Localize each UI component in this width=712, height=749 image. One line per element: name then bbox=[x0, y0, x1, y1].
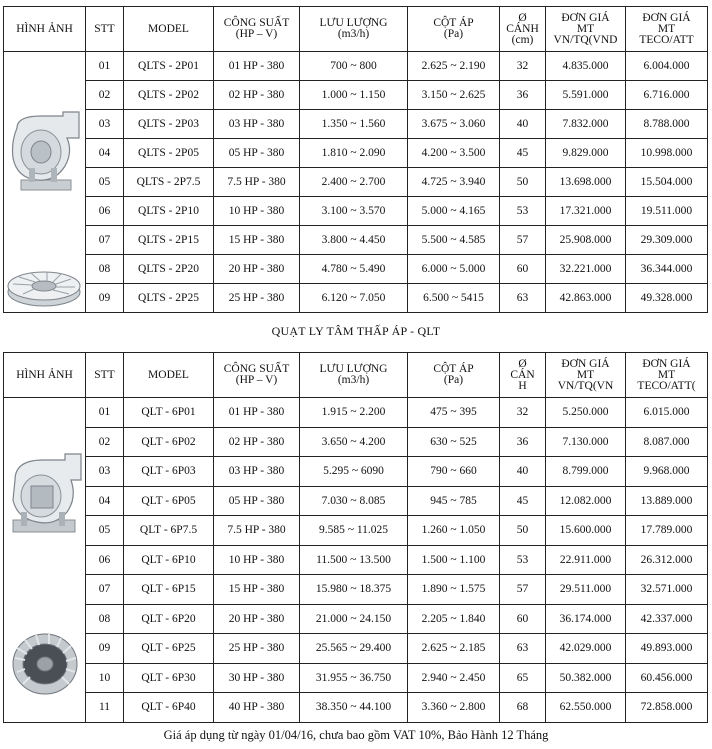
header-model: MODEL bbox=[124, 353, 214, 398]
power-cell: 15 HP - 380 bbox=[214, 226, 300, 255]
price-vn-cell: 8.799.000 bbox=[546, 457, 626, 487]
table-row bbox=[4, 545, 708, 575]
power-cell: 01 HP - 380 bbox=[214, 52, 300, 81]
price-teco-cell: 26.312.000 bbox=[626, 545, 708, 575]
flow-cell: 38.350 ~ 44.100 bbox=[300, 693, 408, 723]
stt-cell: 06 bbox=[86, 197, 124, 226]
price-teco-cell: 60.456.000 bbox=[626, 663, 708, 693]
price-vn-cell: 7.832.000 bbox=[546, 110, 626, 139]
pressure-cell: 1.890 ~ 1.575 bbox=[408, 575, 500, 605]
stt-cell: 09 bbox=[86, 284, 124, 313]
price-vn-cell: 5.591.000 bbox=[546, 81, 626, 110]
header-diameter: Ø CÁN H bbox=[500, 353, 546, 398]
price-vn-cell: 42.863.000 bbox=[546, 284, 626, 313]
model-cell: QLT - 6P10 bbox=[124, 545, 214, 575]
diameter-cell: 65 bbox=[500, 663, 546, 693]
model-cell: QLT - 6P02 bbox=[124, 427, 214, 457]
stt-cell: 10 bbox=[86, 663, 124, 693]
table-row bbox=[4, 226, 708, 255]
pressure-cell: 945 ~ 785 bbox=[408, 486, 500, 516]
table-row bbox=[4, 168, 708, 197]
model-cell: QLT - 6P40 bbox=[124, 693, 214, 723]
pressure-cell: 5.500 ~ 4.585 bbox=[408, 226, 500, 255]
flow-cell: 700 ~ 800 bbox=[300, 52, 408, 81]
price-teco-cell: 36.344.000 bbox=[626, 255, 708, 284]
pressure-cell: 1.260 ~ 1.050 bbox=[408, 516, 500, 546]
header-price-vn: ĐƠN GIÁ MT VN/TQ(VN bbox=[546, 353, 626, 398]
header-price-teco: ĐƠN GIÁ MT TECO/ATT( bbox=[626, 353, 708, 398]
model-cell: QLT - 6P01 bbox=[124, 398, 214, 428]
table-row bbox=[4, 634, 708, 664]
model-cell: QLT - 6P25 bbox=[124, 634, 214, 664]
price-teco-cell: 9.968.000 bbox=[626, 457, 708, 487]
price-teco-cell: 6.004.000 bbox=[626, 52, 708, 81]
pressure-cell: 2.625 ~ 2.185 bbox=[408, 634, 500, 664]
stt-cell: 01 bbox=[86, 398, 124, 428]
footer-note: Giá áp dụng từ ngày 01/04/16, chưa bao gồm VAT 10%, Bảo Hành 12 Tháng bbox=[163, 728, 549, 742]
table-header-row bbox=[4, 353, 708, 398]
flow-cell: 31.955 ~ 36.750 bbox=[300, 663, 408, 693]
diameter-cell: 60 bbox=[500, 255, 546, 284]
flow-cell: 3.800 ~ 4.450 bbox=[300, 226, 408, 255]
diameter-cell: 53 bbox=[500, 197, 546, 226]
diameter-cell: 45 bbox=[500, 486, 546, 516]
model-cell: QLTS - 2P02 bbox=[124, 81, 214, 110]
model-cell: QLTS - 2P25 bbox=[124, 284, 214, 313]
flow-cell: 1.810 ~ 2.090 bbox=[300, 139, 408, 168]
table-row bbox=[4, 663, 708, 693]
price-vn-cell: 5.250.000 bbox=[546, 398, 626, 428]
stt-cell: 07 bbox=[86, 575, 124, 605]
power-cell: 40 HP - 380 bbox=[214, 693, 300, 723]
pressure-cell: 6.000 ~ 5.000 bbox=[408, 255, 500, 284]
price-teco-cell: 15.504.000 bbox=[626, 168, 708, 197]
pressure-cell: 4.200 ~ 3.500 bbox=[408, 139, 500, 168]
table-row bbox=[4, 575, 708, 605]
table-row bbox=[4, 693, 708, 723]
header-stt: STT bbox=[86, 353, 124, 398]
power-cell: 25 HP - 380 bbox=[214, 284, 300, 313]
flow-cell: 4.780 ~ 5.490 bbox=[300, 255, 408, 284]
diameter-cell: 36 bbox=[500, 81, 546, 110]
table-row bbox=[4, 81, 708, 110]
price-teco-cell: 42.337.000 bbox=[626, 604, 708, 634]
power-cell: 15 HP - 380 bbox=[214, 575, 300, 605]
pressure-cell: 1.500 ~ 1.100 bbox=[408, 545, 500, 575]
power-cell: 20 HP - 380 bbox=[214, 255, 300, 284]
diameter-cell: 40 bbox=[500, 110, 546, 139]
price-vn-cell: 29.511.000 bbox=[546, 575, 626, 605]
pressure-cell: 5.000 ~ 4.165 bbox=[408, 197, 500, 226]
price-teco-cell: 6.015.000 bbox=[626, 398, 708, 428]
stt-cell: 02 bbox=[86, 427, 124, 457]
price-vn-cell: 62.550.000 bbox=[546, 693, 626, 723]
price-vn-cell: 22.911.000 bbox=[546, 545, 626, 575]
price-teco-cell: 6.716.000 bbox=[626, 81, 708, 110]
diameter-cell: 32 bbox=[500, 398, 546, 428]
header-price-teco: ĐƠN GIÁ MT TECO/ATT bbox=[626, 7, 708, 52]
table-row bbox=[4, 52, 708, 81]
diameter-cell: 53 bbox=[500, 545, 546, 575]
pressure-cell: 790 ~ 660 bbox=[408, 457, 500, 487]
model-cell: QLTS - 2P01 bbox=[124, 52, 214, 81]
stt-cell: 08 bbox=[86, 255, 124, 284]
low-pressure-fan-icon bbox=[3, 450, 85, 542]
stt-cell: 07 bbox=[86, 226, 124, 255]
price-vn-cell: 25.908.000 bbox=[546, 226, 626, 255]
flow-cell: 21.000 ~ 24.150 bbox=[300, 604, 408, 634]
stt-cell: 06 bbox=[86, 545, 124, 575]
header-pressure: CỘT ÁP (Pa) bbox=[408, 7, 500, 52]
power-cell: 01 HP - 380 bbox=[214, 398, 300, 428]
power-cell: 30 HP - 380 bbox=[214, 663, 300, 693]
pressure-cell: 475 ~ 395 bbox=[408, 398, 500, 428]
centrifugal-fan-icon bbox=[3, 108, 85, 198]
stt-cell: 04 bbox=[86, 139, 124, 168]
header-price-vn: ĐƠN GIÁ MT VN/TQ(VND bbox=[546, 7, 626, 52]
diameter-cell: 50 bbox=[500, 516, 546, 546]
header-pressure: CỘT ÁP (Pa) bbox=[408, 353, 500, 398]
diameter-cell: 63 bbox=[500, 634, 546, 664]
price-teco-cell: 17.789.000 bbox=[626, 516, 708, 546]
diameter-cell: 68 bbox=[500, 693, 546, 723]
price-teco-cell: 8.087.000 bbox=[626, 427, 708, 457]
price-vn-cell: 32.221.000 bbox=[546, 255, 626, 284]
price-teco-cell: 13.889.000 bbox=[626, 486, 708, 516]
table-header-row bbox=[4, 7, 708, 52]
stt-cell: 05 bbox=[86, 516, 124, 546]
diameter-cell: 36 bbox=[500, 427, 546, 457]
diameter-cell: 50 bbox=[500, 168, 546, 197]
pressure-cell: 3.150 ~ 2.625 bbox=[408, 81, 500, 110]
power-cell: 05 HP - 380 bbox=[214, 486, 300, 516]
flow-cell: 3.100 ~ 3.570 bbox=[300, 197, 408, 226]
stt-cell: 05 bbox=[86, 168, 124, 197]
power-cell: 25 HP - 380 bbox=[214, 634, 300, 664]
power-cell: 7.5 HP - 380 bbox=[214, 516, 300, 546]
price-teco-cell: 49.328.000 bbox=[626, 284, 708, 313]
price-vn-cell: 12.082.000 bbox=[546, 486, 626, 516]
model-cell: QLT - 6P15 bbox=[124, 575, 214, 605]
stt-cell: 02 bbox=[86, 81, 124, 110]
pressure-cell: 2.940 ~ 2.450 bbox=[408, 663, 500, 693]
power-cell: 02 HP - 380 bbox=[214, 427, 300, 457]
power-cell: 10 HP - 380 bbox=[214, 197, 300, 226]
price-vn-cell: 7.130.000 bbox=[546, 427, 626, 457]
power-cell: 7.5 HP - 380 bbox=[214, 168, 300, 197]
stt-cell: 11 bbox=[86, 693, 124, 723]
table-row bbox=[4, 516, 708, 546]
flow-cell: 3.650 ~ 4.200 bbox=[300, 427, 408, 457]
price-vn-cell: 17.321.000 bbox=[546, 197, 626, 226]
price-teco-cell: 29.309.000 bbox=[626, 226, 708, 255]
model-cell: QLT - 6P03 bbox=[124, 457, 214, 487]
header-image: HÌNH ẢNH bbox=[4, 7, 86, 52]
diameter-cell: 57 bbox=[500, 575, 546, 605]
price-teco-cell: 49.893.000 bbox=[626, 634, 708, 664]
price-vn-cell: 13.698.000 bbox=[546, 168, 626, 197]
price-vn-cell: 15.600.000 bbox=[546, 516, 626, 546]
stt-cell: 08 bbox=[86, 604, 124, 634]
price-teco-cell: 72.858.000 bbox=[626, 693, 708, 723]
table-row bbox=[4, 110, 708, 139]
pressure-cell: 2.625 ~ 2.190 bbox=[408, 52, 500, 81]
flow-cell: 15.980 ~ 18.375 bbox=[300, 575, 408, 605]
power-cell: 20 HP - 380 bbox=[214, 604, 300, 634]
table-row bbox=[4, 604, 708, 634]
price-teco-cell: 8.788.000 bbox=[626, 110, 708, 139]
diameter-cell: 40 bbox=[500, 457, 546, 487]
header-stt: STT bbox=[86, 7, 124, 52]
table-row bbox=[4, 284, 708, 313]
flow-cell: 1.000 ~ 1.150 bbox=[300, 81, 408, 110]
diameter-cell: 60 bbox=[500, 604, 546, 634]
model-cell: QLT - 6P7.5 bbox=[124, 516, 214, 546]
flow-cell: 5.295 ~ 6090 bbox=[300, 457, 408, 487]
table-row bbox=[4, 457, 708, 487]
impeller-wheel-icon bbox=[3, 262, 85, 312]
price-vn-cell: 50.382.000 bbox=[546, 663, 626, 693]
price-teco-cell: 19.511.000 bbox=[626, 197, 708, 226]
table-row bbox=[4, 197, 708, 226]
flow-cell: 2.400 ~ 2.700 bbox=[300, 168, 408, 197]
model-cell: QLTS - 2P20 bbox=[124, 255, 214, 284]
price-vn-cell: 42.029.000 bbox=[546, 634, 626, 664]
pressure-cell: 4.725 ~ 3.940 bbox=[408, 168, 500, 197]
model-cell: QLTS - 2P10 bbox=[124, 197, 214, 226]
table-row bbox=[4, 486, 708, 516]
pressure-cell: 2.205 ~ 1.840 bbox=[408, 604, 500, 634]
price-teco-cell: 32.571.000 bbox=[626, 575, 708, 605]
price-table-high-pressure bbox=[3, 6, 708, 313]
price-teco-cell: 10.998.000 bbox=[626, 139, 708, 168]
header-image: HÌNH ẢNH bbox=[4, 353, 86, 398]
model-cell: QLT - 6P05 bbox=[124, 486, 214, 516]
flow-cell: 11.500 ~ 13.500 bbox=[300, 545, 408, 575]
header-model: MODEL bbox=[124, 7, 214, 52]
stt-cell: 03 bbox=[86, 457, 124, 487]
table-row bbox=[4, 255, 708, 284]
flow-cell: 6.120 ~ 7.050 bbox=[300, 284, 408, 313]
header-power: CÔNG SUẤT (HP – V) bbox=[214, 353, 300, 398]
header-flow: LƯU LƯỢNG (m3/h) bbox=[300, 7, 408, 52]
flow-cell: 1.350 ~ 1.560 bbox=[300, 110, 408, 139]
power-cell: 03 HP - 380 bbox=[214, 457, 300, 487]
stt-cell: 03 bbox=[86, 110, 124, 139]
blower-wheel-icon bbox=[3, 628, 85, 698]
stt-cell: 04 bbox=[86, 486, 124, 516]
power-cell: 10 HP - 380 bbox=[214, 545, 300, 575]
price-vn-cell: 36.174.000 bbox=[546, 604, 626, 634]
price-vn-cell: 4.835.000 bbox=[546, 52, 626, 81]
price-vn-cell: 9.829.000 bbox=[546, 139, 626, 168]
power-cell: 05 HP - 380 bbox=[214, 139, 300, 168]
pressure-cell: 3.675 ~ 3.060 bbox=[408, 110, 500, 139]
pressure-cell: 630 ~ 525 bbox=[408, 427, 500, 457]
model-cell: QLTS - 2P03 bbox=[124, 110, 214, 139]
pressure-cell: 6.500 ~ 5415 bbox=[408, 284, 500, 313]
flow-cell: 7.030 ~ 8.085 bbox=[300, 486, 408, 516]
flow-cell: 1.915 ~ 2.200 bbox=[300, 398, 408, 428]
model-cell: QLT - 6P30 bbox=[124, 663, 214, 693]
section-title: QUẠT LY TÂM THẤP ÁP - QLT bbox=[271, 324, 441, 338]
diameter-cell: 32 bbox=[500, 52, 546, 81]
table-row bbox=[4, 427, 708, 457]
model-cell: QLT - 6P20 bbox=[124, 604, 214, 634]
diameter-cell: 45 bbox=[500, 139, 546, 168]
header-power: CÔNG SUẤT (HP – V) bbox=[214, 7, 300, 52]
pressure-cell: 3.360 ~ 2.800 bbox=[408, 693, 500, 723]
diameter-cell: 63 bbox=[500, 284, 546, 313]
flow-cell: 25.565 ~ 29.400 bbox=[300, 634, 408, 664]
power-cell: 02 HP - 380 bbox=[214, 81, 300, 110]
flow-cell: 9.585 ~ 11.025 bbox=[300, 516, 408, 546]
model-cell: QLTS - 2P15 bbox=[124, 226, 214, 255]
diameter-cell: 57 bbox=[500, 226, 546, 255]
stt-cell: 01 bbox=[86, 52, 124, 81]
stt-cell: 09 bbox=[86, 634, 124, 664]
header-diameter: Ø CÁNH (cm) bbox=[500, 7, 546, 52]
model-cell: QLTS - 2P05 bbox=[124, 139, 214, 168]
header-flow: LƯU LƯỢNG (m3/h) bbox=[300, 353, 408, 398]
table-row bbox=[4, 139, 708, 168]
power-cell: 03 HP - 380 bbox=[214, 110, 300, 139]
table-row bbox=[4, 398, 708, 428]
model-cell: QLTS - 2P7.5 bbox=[124, 168, 214, 197]
price-table-low-pressure bbox=[3, 352, 708, 723]
